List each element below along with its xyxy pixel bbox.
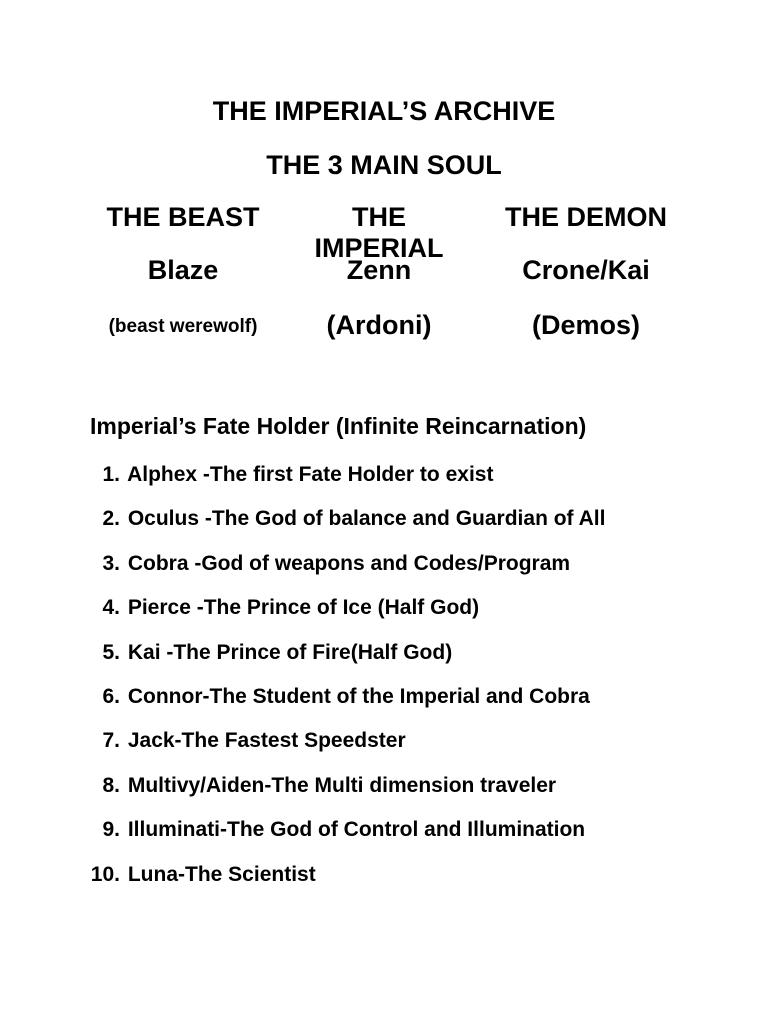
- list-item: [88, 636, 605, 680]
- list-item-number: 5.: [102, 640, 120, 664]
- soul-form-imperial: (Ardoni): [326, 310, 432, 340]
- list-item: [88, 769, 605, 813]
- list-item-number: 2.: [102, 507, 120, 531]
- soul-form-demon: (Demos): [531, 310, 640, 340]
- list-item-text: Luna-The Scientist: [127, 862, 316, 886]
- document-subtitle: THE 3 MAIN SOUL: [266, 150, 502, 180]
- list-item-number: 6.: [102, 684, 120, 708]
- list-item-number: 3.: [102, 551, 120, 575]
- soul-name-beast: THE BEAST: [106, 202, 260, 232]
- list-item-text: Jack-The Fastest Speedster: [127, 729, 406, 753]
- list-item-number: 7.: [102, 729, 120, 753]
- list-item-number: 4.: [102, 596, 120, 620]
- soul-name-imperial: THE IMPERIAL: [314, 202, 444, 263]
- list-item: [88, 724, 605, 768]
- fate-holder-list: [88, 458, 605, 902]
- list-item-text: Kai -The Prince of Fire(Half God): [127, 640, 453, 664]
- list-item: [88, 813, 605, 857]
- list-item-number: 1.: [102, 463, 120, 486]
- list-item: [88, 547, 605, 591]
- list-item-text: Illuminati-The God of Control and Illumination: [127, 818, 586, 842]
- list-item-text: Cobra -God of weapons and Codes/Program: [127, 551, 571, 575]
- soul-name-demon: THE DEMON: [505, 202, 667, 232]
- list-item-text: Pierce -The Prince of Ice (Half God): [127, 596, 480, 620]
- list-item: [88, 591, 605, 635]
- list-item-text: Alphex -The first Fate Holder to exist: [127, 463, 494, 486]
- soul-form-beast: (beast werewolf): [108, 316, 258, 337]
- soul-character-demon: Crone/Kai: [522, 255, 650, 285]
- list-item: [88, 858, 605, 902]
- list-item-text: Oculus -The God of balance and Guardian of All: [127, 507, 606, 531]
- document-title: THE IMPERIAL’S ARCHIVE: [212, 96, 556, 126]
- list-item-number: 10.: [90, 862, 120, 886]
- soul-character-beast: Blaze: [147, 255, 219, 285]
- list-item: [88, 502, 605, 546]
- list-item-text: Multivy/Aiden-The Multi dimension traveler: [127, 773, 557, 797]
- fate-holder-heading: Imperial’s Fate Holder (Infinite Reincarnation): [90, 413, 587, 439]
- list-item: [88, 680, 605, 724]
- list-item-number: 9.: [102, 818, 120, 842]
- list-item: [88, 458, 605, 502]
- soul-character-imperial: Zenn: [346, 255, 412, 285]
- list-item-text: Connor-The Student of the Imperial and Cobra: [127, 684, 590, 708]
- list-item-number: 8.: [102, 773, 120, 797]
